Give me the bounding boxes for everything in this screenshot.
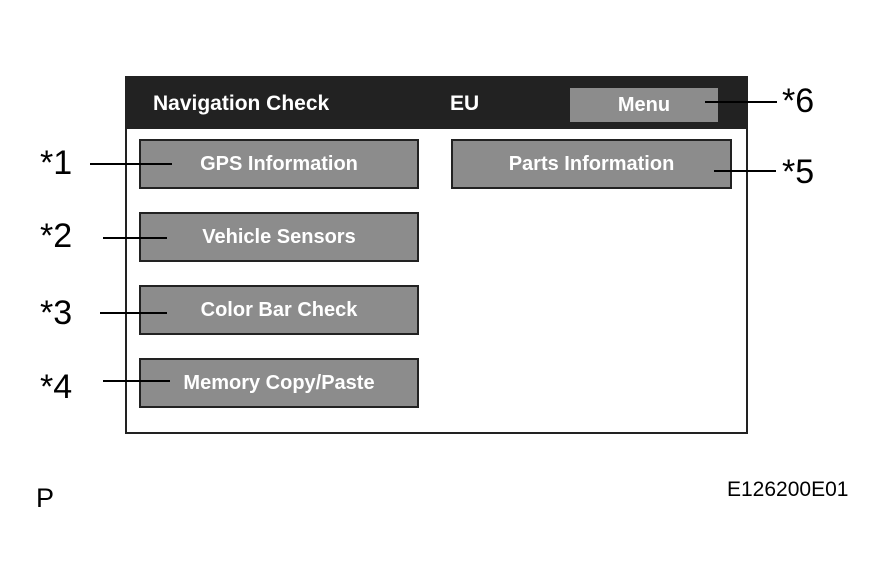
callout-2: *2: [40, 217, 73, 255]
region-label: EU: [450, 92, 480, 115]
parts-information-button[interactable]: Parts Information: [451, 139, 732, 189]
leader-line-6: [705, 101, 777, 103]
color-bar-check-button[interactable]: Color Bar Check: [139, 285, 419, 335]
vehicle-sensors-button[interactable]: Vehicle Sensors: [139, 212, 419, 262]
leader-line-3: [100, 312, 167, 314]
callout-1: *1: [40, 144, 73, 182]
memory-copy-paste-button[interactable]: Memory Copy/Paste: [139, 358, 419, 408]
gps-information-button[interactable]: GPS Information: [139, 139, 419, 189]
title-bar: [127, 78, 746, 129]
leader-line-2: [103, 237, 167, 239]
callout-4: *4: [40, 368, 73, 406]
leader-line-4: [103, 380, 170, 382]
leader-line-1: [90, 163, 172, 165]
screen-title: Navigation Check: [153, 92, 330, 115]
leader-line-5: [714, 170, 776, 172]
callout-6: *6: [782, 82, 815, 120]
menu-button[interactable]: Menu: [570, 88, 718, 122]
footer-left-mark: P: [36, 483, 55, 513]
callout-3: *3: [40, 294, 73, 332]
figure-id: E126200E01: [727, 478, 849, 501]
callout-5: *5: [782, 153, 815, 191]
navigation-check-screen: [125, 76, 748, 434]
